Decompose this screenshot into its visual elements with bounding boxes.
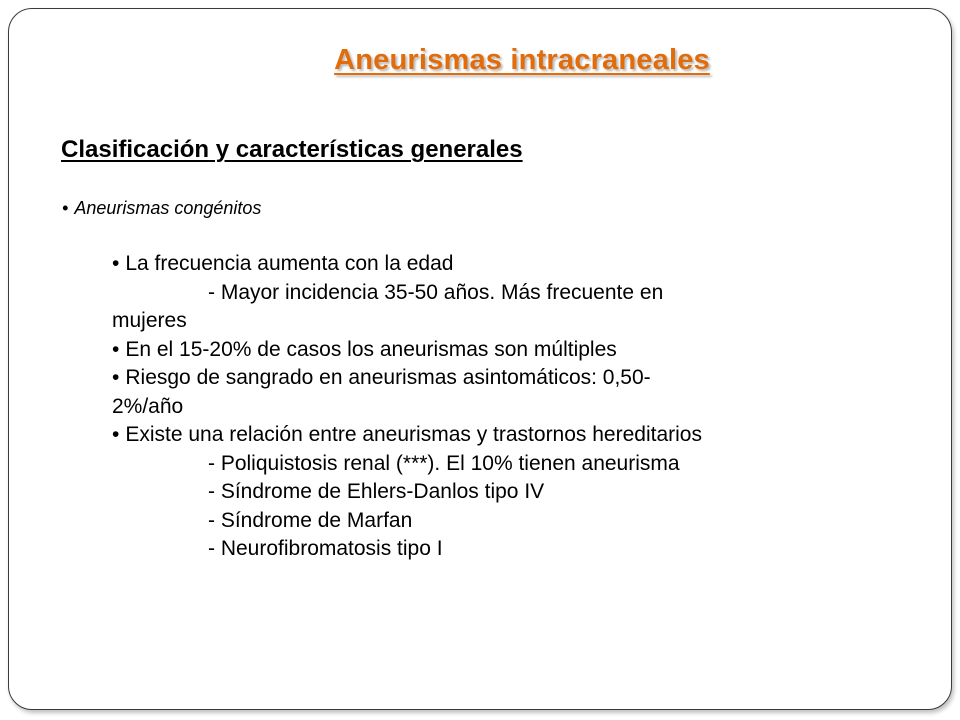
- bullet-text: En el 15-20% de casos los aneurismas son múltiples: [125, 337, 617, 361]
- bullet-marker: •: [112, 337, 120, 361]
- bullet-text: La frecuencia aumenta con la edad: [125, 252, 454, 275]
- body-text-block: [112, 250, 952, 564]
- sub-item: - Neurofibromatosis tipo I: [208, 537, 443, 560]
- wrapped-line: mujeres: [112, 309, 187, 332]
- bullet-marker: •: [62, 198, 69, 218]
- bullet-item: [112, 250, 952, 279]
- level1-bullet-item: [62, 198, 261, 219]
- bullet-text: Existe una relación entre aneurismas y trastornos hereditarios: [125, 423, 702, 446]
- sub-item: - Síndrome de Marfan: [208, 508, 413, 532]
- slide-title: Aneurismas intracraneales: [334, 44, 710, 76]
- bullet-item: [112, 421, 952, 450]
- bullet-marker: •: [112, 423, 120, 446]
- bullet-item: [112, 364, 952, 393]
- sub-item: - Poliquistosis renal (***). El 10% tienen aneurisma: [208, 451, 680, 475]
- wrapped-line: 2%/año: [112, 394, 184, 418]
- sub-item: - Mayor incidencia 35-50 años. Más frecuente en: [208, 280, 664, 304]
- bullet-marker: •: [112, 366, 120, 389]
- bullet-item: [112, 336, 952, 365]
- bullet-text: Riesgo de sangrado en aneurismas asintomáticos: 0,50-: [125, 366, 651, 389]
- section-heading: Clasificación y características generales: [61, 136, 523, 163]
- level1-text: Aneurismas congénitos: [74, 198, 262, 218]
- bullet-marker: •: [112, 252, 120, 275]
- sub-item: - Síndrome de Ehlers-Danlos tipo IV: [208, 480, 545, 503]
